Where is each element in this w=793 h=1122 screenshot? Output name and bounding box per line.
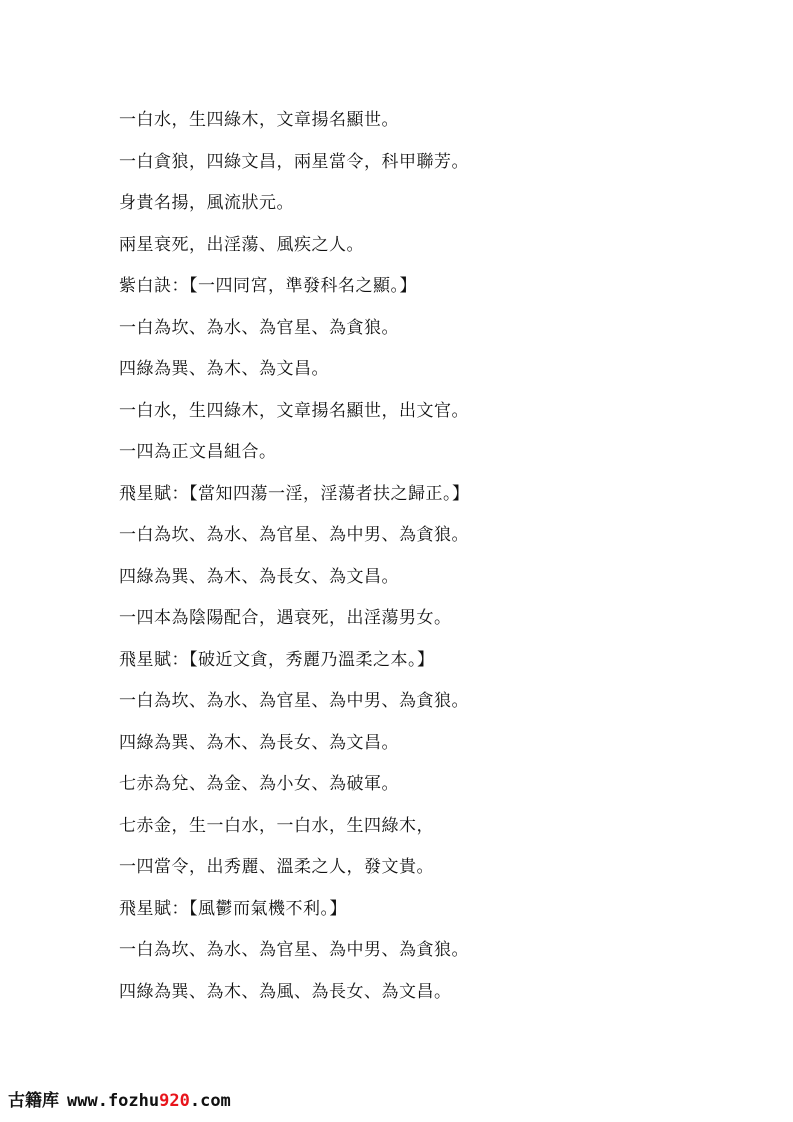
text-line: 一白為坎、為水、為官星、為中男、為貪狼。 bbox=[119, 525, 469, 545]
text-line: 一白水，生四綠木，文章揚名顯世，出文官。 bbox=[119, 400, 469, 421]
footer-url-prefix: www.fozhu bbox=[67, 1091, 160, 1111]
footer-url-suffix: .com bbox=[189, 1091, 231, 1111]
text-line: 四綠為巽、為木、為長女、為文昌。 bbox=[119, 566, 399, 587]
text-line: 四綠為巽、為木、為風、為長女、為文昌。 bbox=[119, 981, 452, 1002]
text-line: 一四當令，出秀麗、溫柔之人，發文貴。 bbox=[119, 857, 434, 877]
text-line: 一白貪狼，四綠文昌，兩星當令，科甲聯芳。 bbox=[119, 151, 469, 172]
footer-brand: 古籍库 bbox=[8, 1091, 59, 1111]
text-line: 身貴名揚，風流狀元。 bbox=[119, 193, 294, 213]
text-line: 一白為坎、為水、為官星、為中男、為貪狼。 bbox=[119, 940, 469, 960]
text-line: 一白為坎、為水、為官星、為貪狼。 bbox=[119, 317, 399, 338]
text-line: 一四為正文昌組合。 bbox=[119, 442, 277, 462]
text-line: 飛星賦：【風鬱而氣機不利。】 bbox=[119, 898, 347, 919]
text-line: 七赤為兌、為金、為小女、為破軍。 bbox=[119, 774, 399, 794]
footer-url-number: 920 bbox=[159, 1091, 190, 1111]
footer-watermark bbox=[8, 1088, 231, 1114]
text-line: 一白為坎、為水、為官星、為中男、為貪狼。 bbox=[119, 691, 469, 711]
text-line: 飛星賦：【破近文貪，秀麗乃溫柔之本。】 bbox=[119, 649, 435, 670]
text-line: 飛星賦：【當知四蕩一淫，淫蕩者扶之歸正。】 bbox=[119, 483, 470, 504]
text-line: 四綠為巽、為木、為文昌。 bbox=[119, 359, 329, 379]
text-line: 一白水，生四綠木，文章揚名顯世。 bbox=[119, 110, 399, 130]
text-line: 一四本為陰陽配合，遇衰死，出淫蕩男女。 bbox=[119, 608, 452, 628]
text-line: 紫白訣：【一四同宮，準發科名之顯。】 bbox=[119, 276, 417, 296]
text-line: 兩星衰死，出淫蕩、風疾之人。 bbox=[119, 234, 364, 255]
text-line: 四綠為巽、為木、為長女、為文昌。 bbox=[119, 732, 399, 753]
document-body bbox=[119, 100, 719, 1013]
footer-url bbox=[67, 1091, 231, 1111]
text-line: 七赤金，生一白水，一白水，生四綠木， bbox=[119, 815, 434, 836]
